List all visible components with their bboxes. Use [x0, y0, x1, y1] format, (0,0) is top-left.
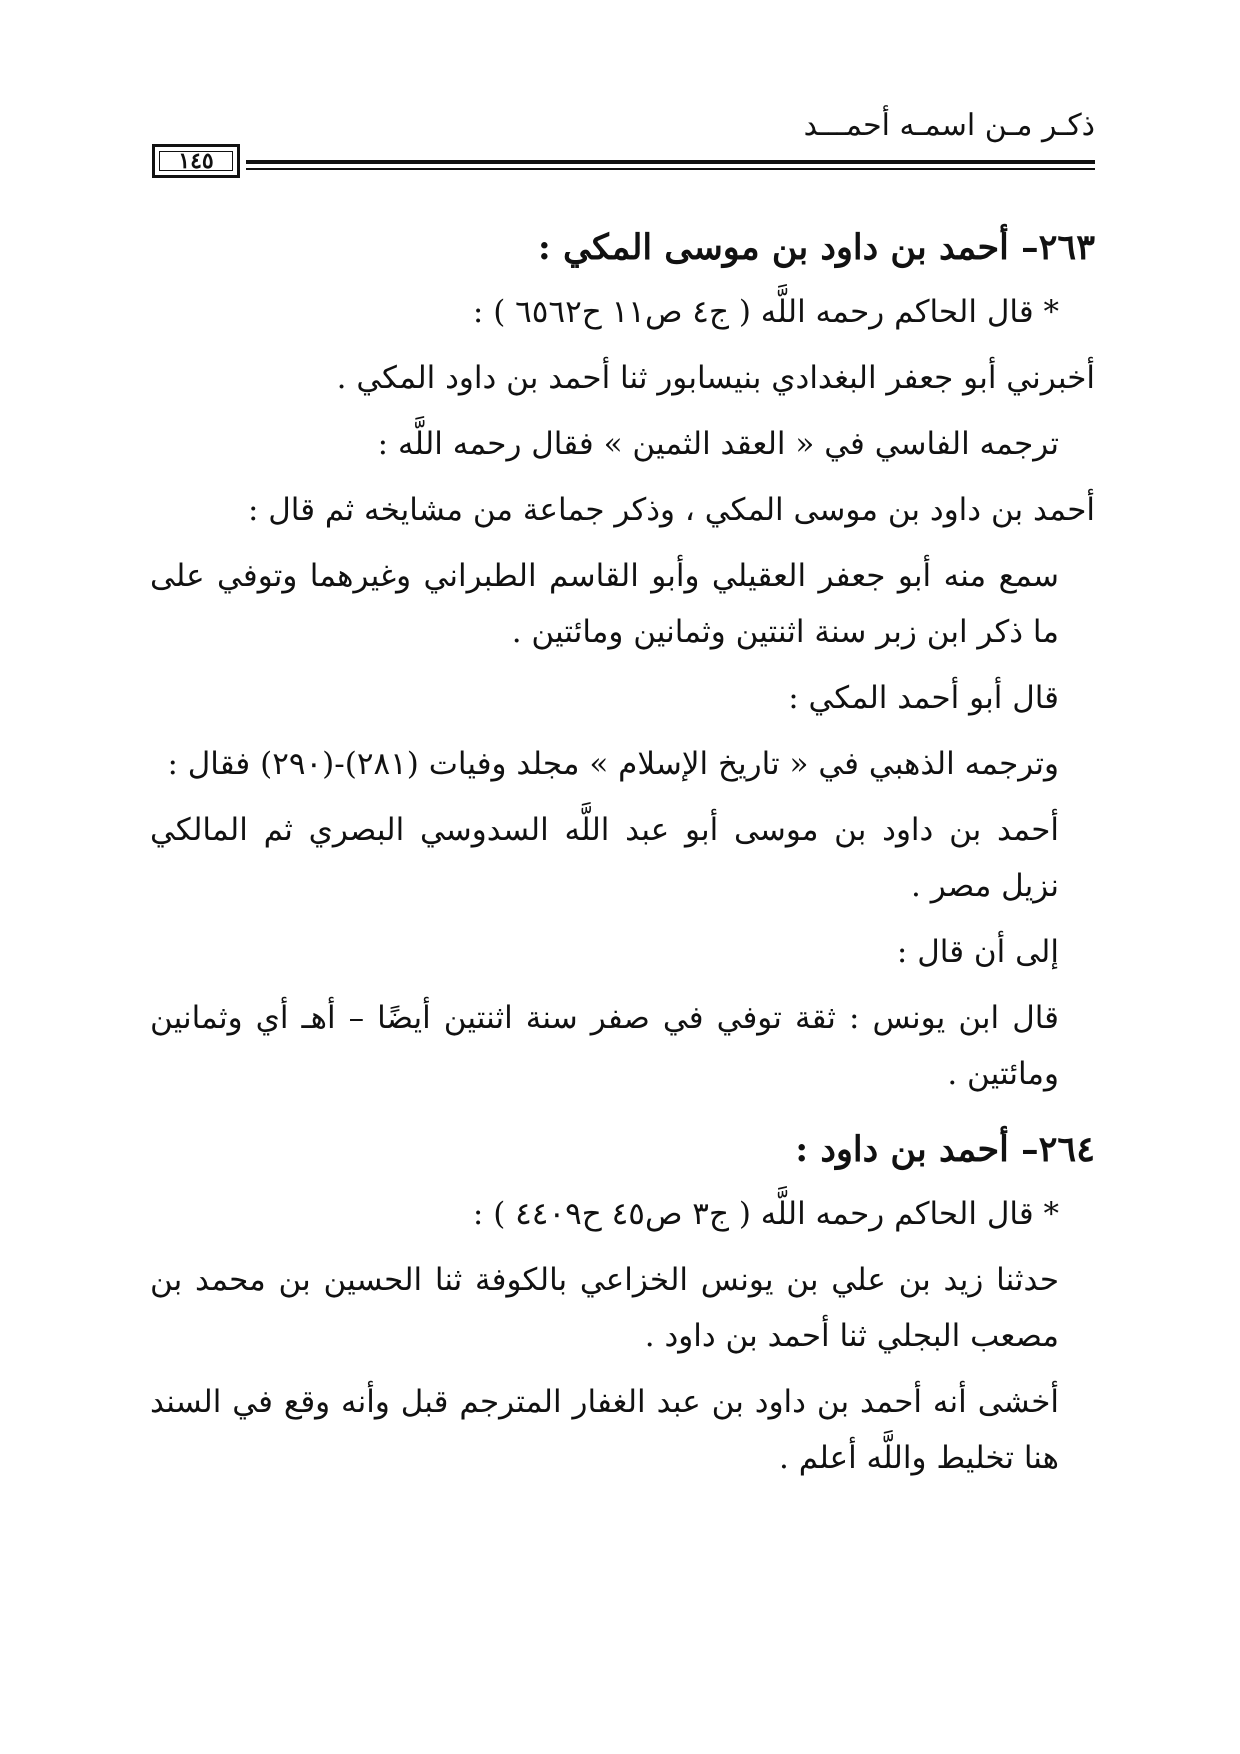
paragraph: أحمد بن داود بن موسى المكي ، وذكر جماعة من مشايخه ثم قال : [247, 492, 1095, 528]
running-header [150, 100, 1095, 180]
source-citation: * قال الحاكم رحمه اللَّه ( ج٤ ص١١ ح٦٥٦٢ ) : [472, 294, 1059, 330]
paragraph: أحمد بن داود بن موسى أبو عبد اللَّه السدوسي البصري ثم المالكي نزيل مصر . [150, 812, 1059, 904]
paragraph: إلى أن قال : [896, 934, 1059, 970]
running-title: ذكـر مـن اسمـه أحمـــد [803, 108, 1095, 143]
paragraph: قال أبو أحمد المكي : [788, 680, 1059, 716]
header-rule-thin [246, 168, 1095, 170]
paragraph: قال ابن يونس : ثقة توفي في صفر سنة اثنتين أيضًا – أهـ أي وثمانين ومائتين . [150, 1000, 1059, 1092]
page-content [150, 218, 1095, 1496]
paragraph: أخشى أنه أحمد بن داود بن عبد الغفار المترجم قبل وأنه وقع في السند هنا تخليط واللَّه أعلم . [150, 1384, 1059, 1476]
paragraph: ترجمه الفاسي في « العقد الثمين » فقال رحمه اللَّه : [377, 426, 1059, 462]
document-page [150, 100, 1095, 1720]
entry-heading-264: ٢٦٤– أحمد بن داود : [795, 1129, 1095, 1170]
paragraph: وترجمه الذهبي في « تاريخ الإسلام » مجلد وفيات (٢٨١)-(٢٩٠) فقال : [167, 746, 1059, 782]
paragraph: أخبرني أبو جعفر البغدادي بنيسابور ثنا أحمد بن داود المكي . [336, 360, 1095, 396]
entry-heading-263: ٢٦٣– أحمد بن داود بن موسى المكي : [537, 227, 1095, 268]
header-rule [246, 160, 1095, 164]
source-citation: * قال الحاكم رحمه اللَّه ( ج٣ ص٤٥ ح٤٤٠٩ ) : [472, 1196, 1059, 1232]
paragraph: حدثنا زيد بن علي بن يونس الخزاعي بالكوفة ثنا الحسين بن محمد بن مصعب البجلي ثنا أحمد بن داود . [150, 1262, 1059, 1354]
paragraph: سمع منه أبو جعفر العقيلي وأبو القاسم الطبراني وغيرهما وتوفي على ما ذكر ابن زبر سنة اثنتين وثمانين ومائتين . [150, 558, 1059, 650]
page-number: ١٤٥ [152, 144, 240, 178]
